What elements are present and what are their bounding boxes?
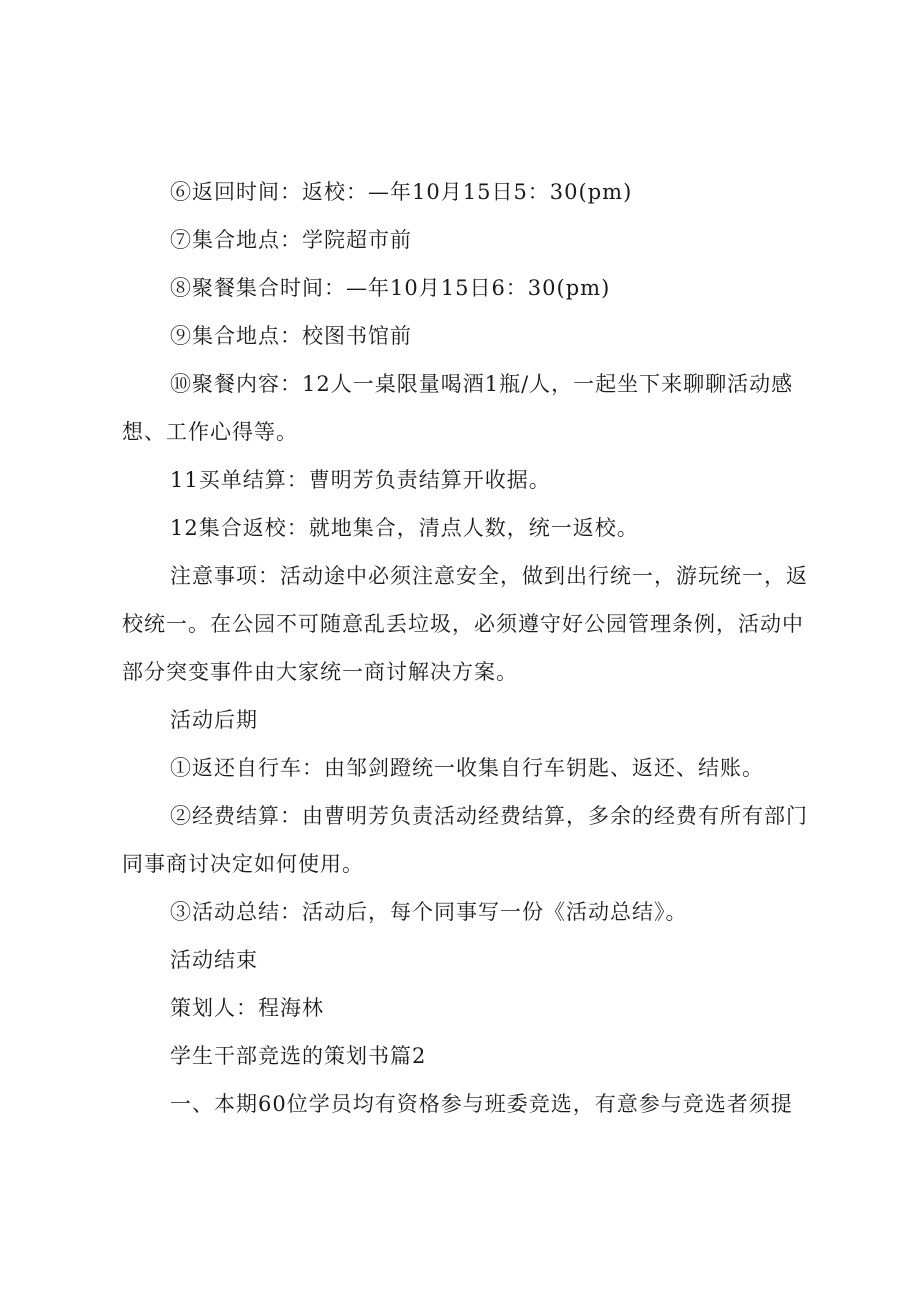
paragraph-expense-settlement: ②经费结算：由曹明芳负责活动经费结算，多余的经费有所有部门同事商讨决定如何使用。 <box>122 804 808 876</box>
document-body <box>122 168 822 1128</box>
paragraph-planner: 策划人：程海林 <box>170 996 324 1020</box>
paragraph-dinner-content: ⑩聚餐内容：12人一桌限量喝酒1瓶/人，一起坐下来聊聊活动感想、工作心得等。 <box>122 372 794 444</box>
paragraph-notes: 注意事项：活动途中必须注意安全，做到出行统一，游玩统一，返校统一。在公园不可随意乱丢垃圾，必须遵守好公园管理条例，活动中部分突变事件由大家统一商讨解决方案。 <box>122 564 808 684</box>
paragraph-meeting-place-supermarket: ⑦集合地点：学院超市前 <box>170 228 412 252</box>
paragraph-return-to-school: 12集合返校：就地集合，清点人数，统一返校。 <box>170 516 639 540</box>
paragraph-return-time: ⑥返回时间：返校：—年10月15日5：30(pm) <box>170 180 633 204</box>
paragraph-meeting-place-library: ⑨集合地点：校图书馆前 <box>170 324 412 348</box>
paragraph-activity-summary: ③活动总结：活动后，每个同事写一份《活动总结》。 <box>170 900 688 924</box>
heading-post-activity: 活动后期 <box>170 708 258 732</box>
heading-section-2: 学生干部竞选的策划书篇2 <box>170 1044 427 1068</box>
heading-activity-end: 活动结束 <box>170 948 258 972</box>
paragraph-dinner-time: ⑧聚餐集合时间：—年10月15日6：30(pm) <box>170 276 611 300</box>
paragraph-eligibility: 一、本期60位学员均有资格参与班委竞选，有意参与竞选者须提 <box>170 1092 793 1116</box>
paragraph-bill-settlement: 11买单结算：曹明芳负责结算开收据。 <box>170 468 551 492</box>
paragraph-return-bikes: ①返还自行车：由邹剑蹬统一收集自行车钥匙、返还、结账。 <box>170 756 764 780</box>
